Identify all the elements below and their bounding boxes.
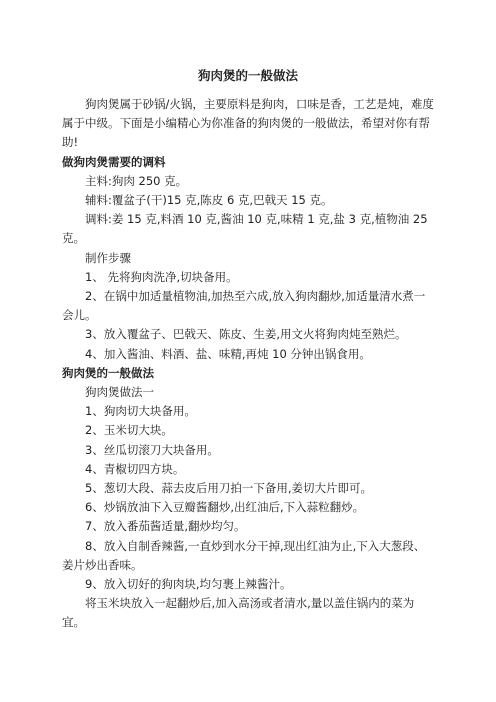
paragraph: 9、放入切好的狗肉块,均匀裹上辣酱汁。 — [85, 577, 292, 592]
paragraph: 4、青椒切四方块。 — [85, 461, 185, 476]
paragraph: 1、 先将狗肉洗净,切块备用。 — [85, 269, 238, 284]
paragraph: 将玉米块放入一起翻炒后,加入高汤或者清水,量以盖住锅内的菜为宜。 — [62, 596, 415, 630]
paragraph: 辅料:覆盆子(干)15 克,陈皮 6 克,巴戟天 15 克。 — [85, 193, 333, 208]
document-title: 狗肉煲的一般做法 — [197, 68, 298, 83]
paragraph: 5、葱切大段、蒜去皮后用刀拍一下备用,姜切大片即可。 — [85, 481, 372, 496]
paragraph: 6、炒锅放油下入豆瓣酱翻炒,出红油后,下入蒜粒翻炒。 — [85, 500, 365, 515]
section-heading: 狗肉煲的一般做法 — [62, 365, 154, 380]
paragraph: 制作步骤 — [85, 250, 131, 265]
paragraph: 2、玉米切大块。 — [85, 423, 173, 438]
paragraph: 3、丝瓜切滚刀大块备用。 — [85, 442, 219, 457]
paragraph: 8、放入自制香辣酱,一直炒到水分干掉,现出红油为止,下入大葱段、姜片炒出香味。 — [62, 538, 426, 572]
section-heading: 做狗肉煲需要的调料 — [62, 154, 166, 169]
paragraph: 7、放入番茄酱适量,翻炒均匀。 — [85, 519, 246, 534]
paragraph: 主料:狗肉 250 克。 — [85, 173, 188, 188]
paragraph: 3、放入覆盆子、巴戟天、陈皮、生姜,用文火将狗肉炖至熟烂。 — [85, 327, 407, 342]
paragraph: 狗肉煲属于砂锅/火锅，主要原料是狗肉，口味是香，工艺是炖，难度属于中级。下面是小编精心为你准备的狗肉煲的一般做法，希望对你有帮助! — [62, 97, 434, 150]
paragraph: 狗肉煲做法一 — [85, 385, 154, 400]
paragraph: 1、狗肉切大块备用。 — [85, 404, 196, 419]
document-body — [62, 95, 434, 633]
paragraph: 2、在锅中加适量植物油,加热至六成,放入狗肉翻炒,加适量清水煮一会儿。 — [62, 289, 426, 323]
paragraph: 4、加入酱油、料酒、盐、味精,再炖 10 分钟出锅食用。 — [85, 346, 371, 361]
paragraph: 调料:姜 15 克,料酒 10 克,酱油 10 克,味精 1 克,盐 3 克,植物油 25 克。 — [62, 212, 428, 246]
